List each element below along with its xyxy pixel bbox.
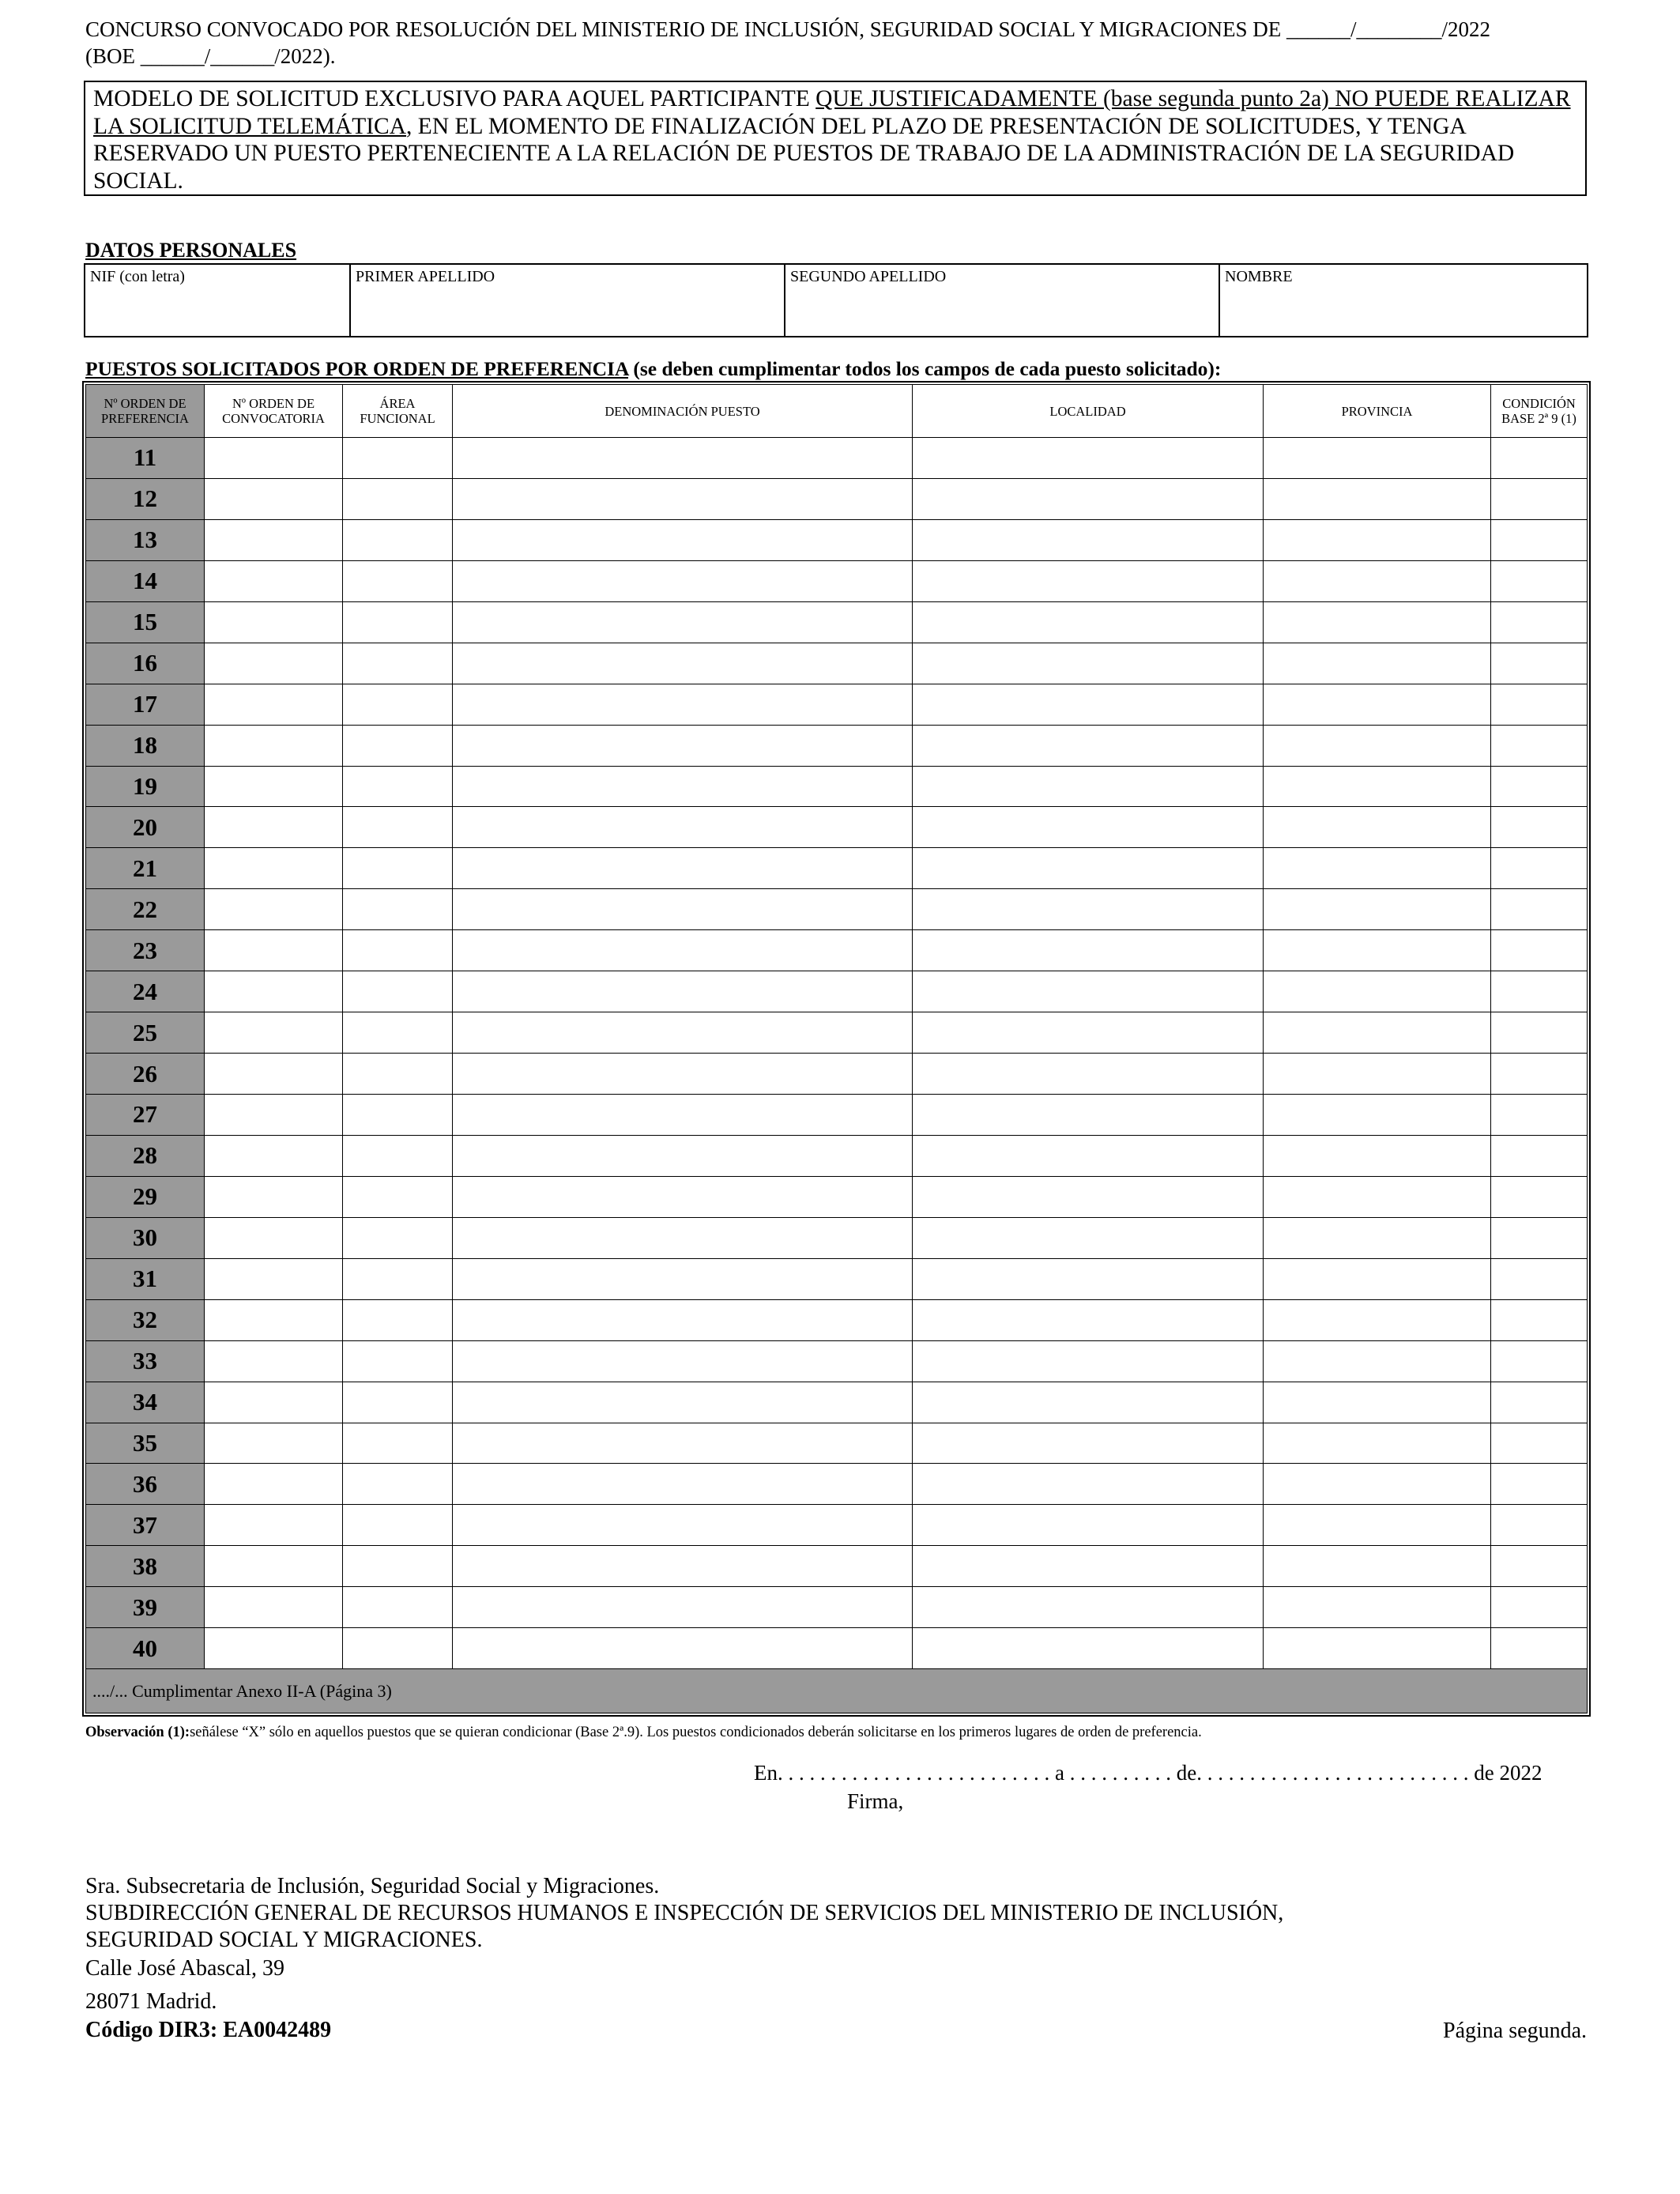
localidad-cell[interactable] [913,560,1264,601]
orden-convocatoria-cell[interactable] [205,889,343,930]
orden-convocatoria-cell[interactable] [205,930,343,971]
orden-preferencia-cell: 36 [86,1464,205,1505]
provincia-cell[interactable] [1264,1382,1491,1423]
localidad-cell[interactable] [913,601,1264,643]
puestos-header-row [86,385,1588,438]
orden-convocatoria-cell[interactable] [205,766,343,807]
orden-preferencia-cell: 23 [86,930,205,971]
condicion-cell[interactable] [1491,1217,1588,1258]
puesto-row [86,1505,1588,1546]
provincia-cell[interactable] [1264,1135,1491,1176]
document-header [85,16,1587,70]
orden-preferencia-cell: 34 [86,1382,205,1423]
denominacion-puesto-cell[interactable] [453,684,913,725]
modelo-text-part1: MODELO DE SOLICITUD EXCLUSIVO PARA AQUEL PARTICIPANTE [93,86,816,111]
orden-preferencia-cell: 29 [86,1176,205,1217]
orden-convocatoria-cell[interactable] [205,1628,343,1669]
condicion-cell[interactable] [1491,1095,1588,1136]
orden-preferencia-cell: 14 [86,560,205,601]
condicion-cell[interactable] [1491,601,1588,643]
area-funcional-cell[interactable] [343,807,453,848]
denominacion-puesto-cell[interactable] [453,438,913,479]
denominacion-puesto-cell[interactable] [453,1546,913,1587]
puesto-row [86,725,1588,766]
orden-preferencia-cell: 19 [86,766,205,807]
destinatario-line: Sra. Subsecretaria de Inclusión, Seguridad Social y Migraciones. [85,1874,660,1898]
condicion-cell[interactable] [1491,1546,1588,1587]
provincia-cell[interactable] [1264,1587,1491,1628]
nif-field[interactable] [85,264,350,337]
denominacion-puesto-cell[interactable] [453,1505,913,1546]
orden-convocatoria-cell[interactable] [205,438,343,479]
condicion-cell[interactable] [1491,1299,1588,1340]
orden-convocatoria-cell[interactable] [205,1299,343,1340]
denominacion-puesto-cell[interactable] [453,1340,913,1382]
orden-preferencia-cell: 26 [86,1054,205,1095]
localidad-cell[interactable] [913,519,1264,560]
orden-preferencia-cell: 20 [86,807,205,848]
firma-label: Firma, [847,1789,904,1813]
localidad-cell[interactable] [913,930,1264,971]
modelo-text-underlined: QUE JUSTIFICADAMENTE (base segunda punto 2a) NO PUEDE REALIZAR LA SOLICITUD TELEMÁTICA [93,86,1571,139]
orden-preferencia-cell: 38 [86,1546,205,1587]
orden-preferencia-cell: 31 [86,1258,205,1299]
localidad-cell[interactable] [913,478,1264,519]
orden-preferencia-cell: 11 [86,438,205,479]
area-funcional-cell[interactable] [343,766,453,807]
col-localidad: LOCALIDAD [913,385,1264,438]
orden-convocatoria-cell[interactable] [205,519,343,560]
orden-convocatoria-cell[interactable] [205,1135,343,1176]
col-orden-preferencia: Nº ORDEN DE PREFERENCIA [86,385,205,438]
localidad-cell[interactable] [913,1423,1264,1464]
area-funcional-cell[interactable] [343,971,453,1012]
puesto-row [86,766,1588,807]
area-funcional-cell[interactable] [343,519,453,560]
localidad-cell[interactable] [913,1382,1264,1423]
orden-preferencia-cell: 40 [86,1628,205,1669]
denominacion-puesto-cell[interactable] [453,1587,913,1628]
area-funcional-cell[interactable] [343,1546,453,1587]
puesto-row [86,1628,1588,1669]
destinatario-line: 28071 Madrid. [85,1989,217,2014]
localidad-cell[interactable] [913,1628,1264,1669]
puesto-row [86,1464,1588,1505]
provincia-cell[interactable] [1264,848,1491,889]
col-area-funcional: ÁREA FUNCIONAL [343,385,453,438]
orden-convocatoria-cell[interactable] [205,848,343,889]
localidad-cell[interactable] [913,725,1264,766]
localidad-cell[interactable] [913,889,1264,930]
provincia-cell[interactable] [1264,519,1491,560]
denominacion-puesto-cell[interactable] [453,643,913,684]
destinatario-line: Calle José Abascal, 39 [85,1956,284,1981]
area-funcional-cell[interactable] [343,643,453,684]
denominacion-puesto-cell[interactable] [453,1095,913,1136]
puesto-row [86,1012,1588,1054]
condicion-cell[interactable] [1491,1054,1588,1095]
segundo-apellido-label: SEGUNDO APELLIDO [790,268,947,285]
puestos-footer-note: ..../... Cumplimentar Anexo II-A (Página 3) [86,1669,1588,1713]
condicion-cell[interactable] [1491,807,1588,848]
localidad-cell[interactable] [913,1012,1264,1054]
orden-convocatoria-cell[interactable] [205,971,343,1012]
area-funcional-cell[interactable] [343,848,453,889]
puesto-row [86,643,1588,684]
localidad-cell[interactable] [913,766,1264,807]
orden-convocatoria-cell[interactable] [205,560,343,601]
provincia-cell[interactable] [1264,643,1491,684]
condicion-cell[interactable] [1491,560,1588,601]
observacion-label: Observación (1): [85,1725,190,1740]
provincia-cell[interactable] [1264,1012,1491,1054]
orden-convocatoria-cell[interactable] [205,478,343,519]
localidad-cell[interactable] [913,1505,1264,1546]
puesto-row [86,438,1588,479]
condicion-cell[interactable] [1491,971,1588,1012]
denominacion-puesto-cell[interactable] [453,1217,913,1258]
orden-convocatoria-cell[interactable] [205,1587,343,1628]
area-funcional-cell[interactable] [343,560,453,601]
condicion-cell[interactable] [1491,1340,1588,1382]
area-funcional-cell[interactable] [343,438,453,479]
puestos-table [85,384,1588,1713]
col-provincia: PROVINCIA [1264,385,1491,438]
provincia-cell[interactable] [1264,766,1491,807]
modelo-notice-box [84,81,1587,196]
modelo-text-part2: , EN EL MOMENTO DE FINALIZACIÓN DEL PLAZO DE PRESENTACIÓN DE SOLICITUDES, Y TENGA RESERVADO UN PUESTO PERTENECIENTE A LA RELACIÓN DE PUESTOS DE TRABAJO DE LA ADMINISTRACIÓN DE LA SEGURIDAD SOCIAL. [93,113,1515,194]
orden-preferencia-cell: 33 [86,1340,205,1382]
condicion-cell[interactable] [1491,1628,1588,1669]
provincia-cell[interactable] [1264,601,1491,643]
puesto-row [86,560,1588,601]
area-funcional-cell[interactable] [343,1054,453,1095]
area-funcional-cell[interactable] [343,930,453,971]
area-funcional-cell[interactable] [343,1012,453,1054]
area-funcional-cell[interactable] [343,1382,453,1423]
area-funcional-cell[interactable] [343,1135,453,1176]
provincia-cell[interactable] [1264,1464,1491,1505]
puesto-row [86,1135,1588,1176]
orden-convocatoria-cell[interactable] [205,643,343,684]
provincia-cell[interactable] [1264,1299,1491,1340]
area-funcional-cell[interactable] [343,725,453,766]
condicion-cell[interactable] [1491,848,1588,889]
nombre-field[interactable] [1219,264,1588,337]
orden-preferencia-cell: 35 [86,1423,205,1464]
orden-convocatoria-cell[interactable] [205,1464,343,1505]
condicion-cell[interactable] [1491,1135,1588,1176]
datos-personales-table [84,263,1588,337]
area-funcional-cell[interactable] [343,1423,453,1464]
puestos-body [86,438,1588,1669]
localidad-cell[interactable] [913,971,1264,1012]
orden-convocatoria-cell[interactable] [205,1505,343,1546]
puesto-row [86,807,1588,848]
primer-apellido-label: PRIMER APELLIDO [356,268,495,285]
area-funcional-cell[interactable] [343,1095,453,1136]
denominacion-puesto-cell[interactable] [453,766,913,807]
puesto-row [86,848,1588,889]
condicion-cell[interactable] [1491,684,1588,725]
denominacion-puesto-cell[interactable] [453,1299,913,1340]
denominacion-puesto-cell[interactable] [453,1258,913,1299]
area-funcional-cell[interactable] [343,1505,453,1546]
condicion-cell[interactable] [1491,478,1588,519]
nombre-label: NOMBRE [1225,268,1293,285]
localidad-cell[interactable] [913,1587,1264,1628]
denominacion-puesto-cell[interactable] [453,1423,913,1464]
dir3-code-text: Código DIR3: EA0042489 [85,2018,332,2042]
denominacion-puesto-cell[interactable] [453,1012,913,1054]
provincia-cell[interactable] [1264,889,1491,930]
area-funcional-cell[interactable] [343,889,453,930]
header-line-2: (BOE ______/______/2022). [85,44,336,68]
puesto-row [86,889,1588,930]
denominacion-puesto-cell[interactable] [453,1054,913,1095]
localidad-cell[interactable] [913,1217,1264,1258]
denominacion-puesto-cell[interactable] [453,889,913,930]
provincia-cell[interactable] [1264,438,1491,479]
puesto-row [86,478,1588,519]
condicion-cell[interactable] [1491,725,1588,766]
condicion-cell[interactable] [1491,930,1588,971]
provincia-cell[interactable] [1264,684,1491,725]
orden-convocatoria-cell[interactable] [205,1217,343,1258]
area-funcional-cell[interactable] [343,1176,453,1217]
denominacion-puesto-cell[interactable] [453,601,913,643]
puesto-row [86,1095,1588,1136]
orden-preferencia-cell: 22 [86,889,205,930]
denominacion-puesto-cell[interactable] [453,971,913,1012]
orden-convocatoria-cell[interactable] [205,684,343,725]
localidad-cell[interactable] [913,1135,1264,1176]
denominacion-puesto-cell[interactable] [453,1382,913,1423]
area-funcional-cell[interactable] [343,1628,453,1669]
primer-apellido-field[interactable] [350,264,785,337]
denominacion-puesto-cell[interactable] [453,1464,913,1505]
condicion-cell[interactable] [1491,1382,1588,1423]
observacion-text: señálese “X” sólo en aquellos puestos que se quieran condicionar (Base 2ª.9). Los puestos condicionados deberán solicitarse en los primeros lugares de orden de preferencia. [190,1725,1202,1740]
condicion-cell[interactable] [1491,1423,1588,1464]
orden-convocatoria-cell[interactable] [205,725,343,766]
condicion-cell[interactable] [1491,1505,1588,1546]
datos-personales-title: DATOS PERSONALES [85,239,297,262]
puesto-row [86,1546,1588,1587]
localidad-cell[interactable] [913,1546,1264,1587]
condicion-cell[interactable] [1491,1587,1588,1628]
orden-preferencia-cell: 24 [86,971,205,1012]
dir3-code [85,2017,331,2044]
area-funcional-cell[interactable] [343,684,453,725]
provincia-cell[interactable] [1264,1217,1491,1258]
puesto-row [86,1258,1588,1299]
denominacion-puesto-cell[interactable] [453,930,913,971]
puesto-row [86,1423,1588,1464]
orden-convocatoria-cell[interactable] [205,1095,343,1136]
orden-convocatoria-cell[interactable] [205,1012,343,1054]
localidad-cell[interactable] [913,1054,1264,1095]
puesto-row [86,1054,1588,1095]
provincia-cell[interactable] [1264,478,1491,519]
puesto-row [86,971,1588,1012]
puesto-row [86,1340,1588,1382]
header-line-1: CONCURSO CONVOCADO POR RESOLUCIÓN DEL MINISTERIO DE INCLUSIÓN, SEGURIDAD SOCIAL Y MIGRACIONES DE ______/________/2022 [85,17,1491,41]
orden-preferencia-cell: 27 [86,1095,205,1136]
orden-preferencia-cell: 18 [86,725,205,766]
denominacion-puesto-cell[interactable] [453,519,913,560]
orden-convocatoria-cell[interactable] [205,1258,343,1299]
orden-convocatoria-cell[interactable] [205,1054,343,1095]
orden-convocatoria-cell[interactable] [205,1176,343,1217]
area-funcional-cell[interactable] [343,1587,453,1628]
nif-label: NIF (con letra) [90,268,185,285]
provincia-cell[interactable] [1264,807,1491,848]
condicion-cell[interactable] [1491,766,1588,807]
provincia-cell[interactable] [1264,930,1491,971]
col-denominacion-puesto: DENOMINACIÓN PUESTO [453,385,913,438]
condicion-cell[interactable] [1491,1464,1588,1505]
provincia-cell[interactable] [1264,725,1491,766]
denominacion-puesto-cell[interactable] [453,1628,913,1669]
denominacion-puesto-cell[interactable] [453,1176,913,1217]
orden-convocatoria-cell[interactable] [205,601,343,643]
puesto-row [86,684,1588,725]
condicion-cell[interactable] [1491,1258,1588,1299]
provincia-cell[interactable] [1264,1054,1491,1095]
puesto-row [86,930,1588,971]
orden-preferencia-cell: 28 [86,1135,205,1176]
area-funcional-cell[interactable] [343,1299,453,1340]
col-condicion: CONDICIÓN BASE 2ª 9 (1) [1491,385,1588,438]
area-funcional-cell[interactable] [343,1340,453,1382]
localidad-cell[interactable] [913,643,1264,684]
provincia-cell[interactable] [1264,1340,1491,1382]
provincia-cell[interactable] [1264,1423,1491,1464]
puesto-row [86,1217,1588,1258]
denominacion-puesto-cell[interactable] [453,1135,913,1176]
localidad-cell[interactable] [913,1464,1264,1505]
orden-preferencia-cell: 37 [86,1505,205,1546]
denominacion-puesto-cell[interactable] [453,807,913,848]
orden-convocatoria-cell[interactable] [205,807,343,848]
localidad-cell[interactable] [913,807,1264,848]
provincia-cell[interactable] [1264,1258,1491,1299]
orden-convocatoria-cell[interactable] [205,1382,343,1423]
condicion-cell[interactable] [1491,519,1588,560]
orden-convocatoria-cell[interactable] [205,1423,343,1464]
denominacion-puesto-cell[interactable] [453,725,913,766]
provincia-cell[interactable] [1264,971,1491,1012]
provincia-cell[interactable] [1264,1505,1491,1546]
condicion-cell[interactable] [1491,889,1588,930]
orden-preferencia-cell: 39 [86,1587,205,1628]
area-funcional-cell[interactable] [343,1258,453,1299]
orden-preferencia-cell: 16 [86,643,205,684]
orden-preferencia-cell: 32 [86,1299,205,1340]
area-funcional-cell[interactable] [343,478,453,519]
localidad-cell[interactable] [913,438,1264,479]
fecha-line[interactable]: En. . . . . . . . . . . . . . . . . . . . . . . . . . a . . . . . . . . . . de. . . . . . . . . . . . . . . . . . . . . . . . . . de 2022 [754,1761,1543,1785]
provincia-cell[interactable] [1264,1628,1491,1669]
localidad-cell[interactable] [913,1340,1264,1382]
puestos-title-main: PUESTOS SOLICITADOS POR ORDEN DE PREFERENCIA [85,357,628,380]
provincia-cell[interactable] [1264,1176,1491,1217]
denominacion-puesto-cell[interactable] [453,848,913,889]
puestos-footer-row [86,1669,1588,1713]
puestos-title [85,357,1221,381]
orden-preferencia-cell: 13 [86,519,205,560]
destinatario-line: SEGURIDAD SOCIAL Y MIGRACIONES. [85,1928,483,1952]
localidad-cell[interactable] [913,1176,1264,1217]
condicion-cell[interactable] [1491,438,1588,479]
condicion-cell[interactable] [1491,643,1588,684]
localidad-cell[interactable] [913,684,1264,725]
area-funcional-cell[interactable] [343,1217,453,1258]
localidad-cell[interactable] [913,1095,1264,1136]
provincia-cell[interactable] [1264,1095,1491,1136]
condicion-cell[interactable] [1491,1176,1588,1217]
puesto-row [86,519,1588,560]
orden-convocatoria-cell[interactable] [205,1340,343,1382]
destinatario-line: SUBDIRECCIÓN GENERAL DE RECURSOS HUMANOS E INSPECCIÓN DE SERVICIOS DEL MINISTERIO DE INCLUSIÓN, [85,1901,1284,1925]
area-funcional-cell[interactable] [343,1464,453,1505]
puesto-row [86,1176,1588,1217]
puesto-row [86,1382,1588,1423]
orden-preferencia-cell: 30 [86,1217,205,1258]
localidad-cell[interactable] [913,848,1264,889]
denominacion-puesto-cell[interactable] [453,560,913,601]
orden-preferencia-cell: 21 [86,848,205,889]
puesto-row [86,1299,1588,1340]
puestos-title-sub: (se deben cumplimentar todos los campos de cada puesto solicitado): [627,357,1222,380]
observacion-note [85,1725,1202,1741]
orden-preferencia-cell: 15 [86,601,205,643]
orden-preferencia-cell: 12 [86,478,205,519]
localidad-cell[interactable] [913,1258,1264,1299]
page-number: Página segunda. [1443,2019,1587,2043]
segundo-apellido-field[interactable] [785,264,1219,337]
puesto-row [86,601,1588,643]
col-orden-convocatoria: Nº ORDEN DE CONVOCATORIA [205,385,343,438]
orden-preferencia-cell: 17 [86,684,205,725]
condicion-cell[interactable] [1491,1012,1588,1054]
puesto-row [86,1587,1588,1628]
orden-preferencia-cell: 25 [86,1012,205,1054]
localidad-cell[interactable] [913,1299,1264,1340]
orden-convocatoria-cell[interactable] [205,1546,343,1587]
provincia-cell[interactable] [1264,560,1491,601]
area-funcional-cell[interactable] [343,601,453,643]
provincia-cell[interactable] [1264,1546,1491,1587]
denominacion-puesto-cell[interactable] [453,478,913,519]
